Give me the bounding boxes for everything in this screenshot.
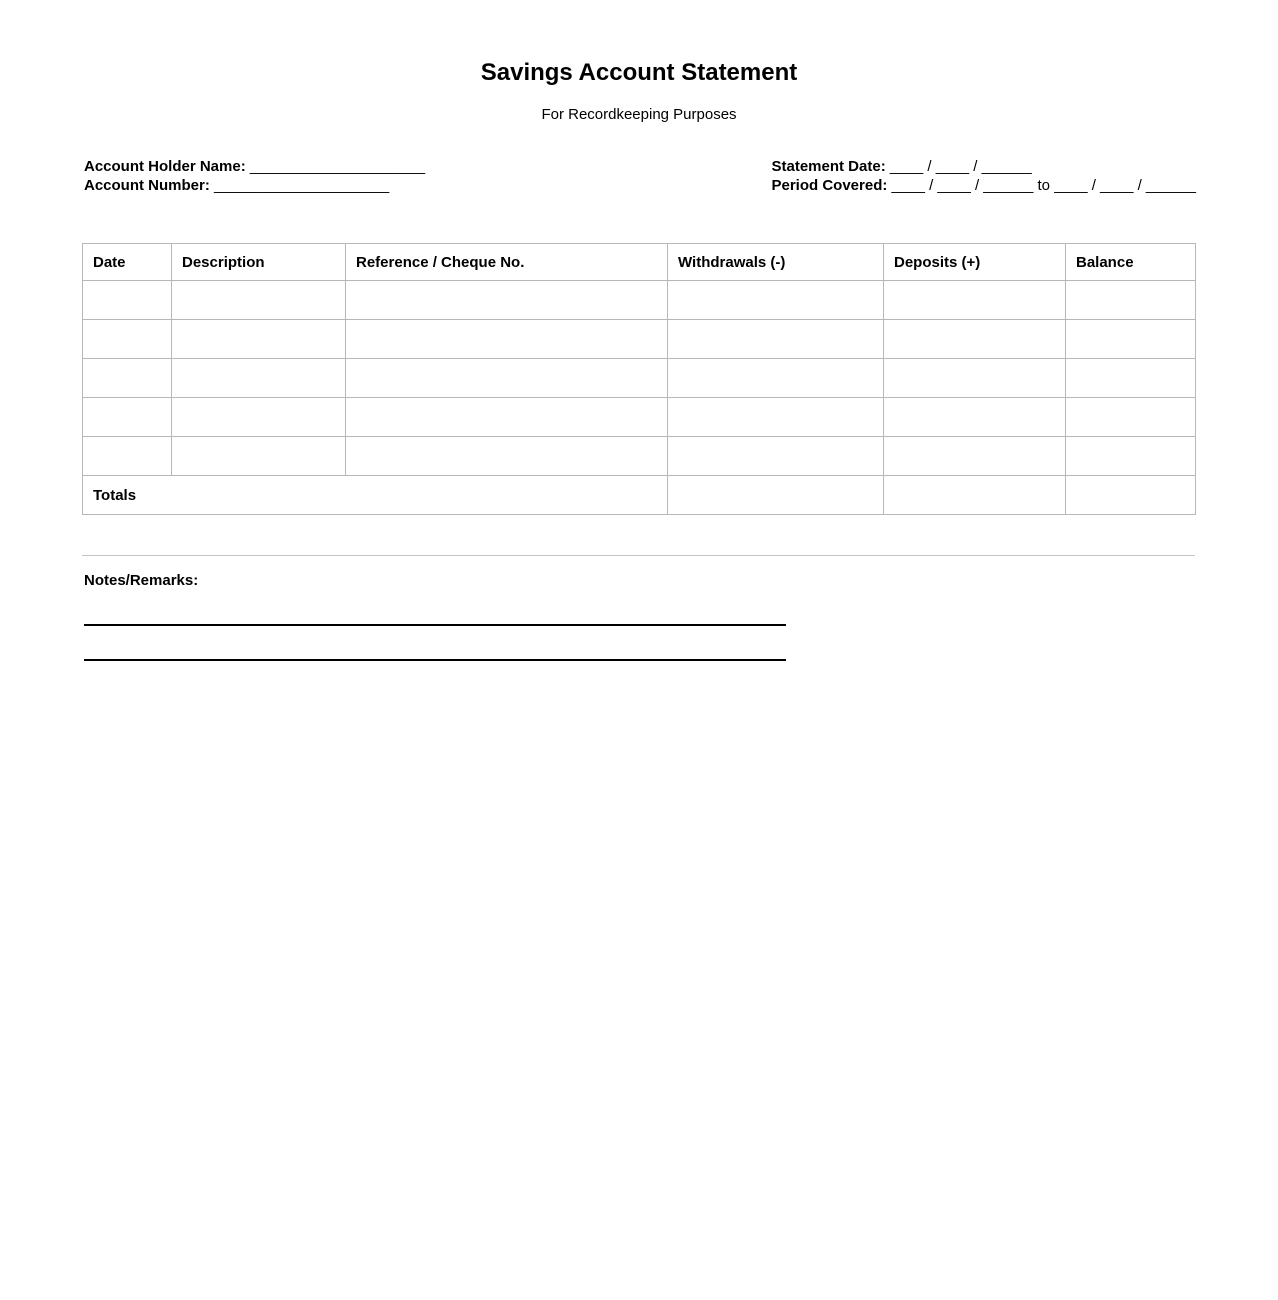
period-covered-blank: ____ / ____ / ______ to ____ / ____ / ______ [891, 176, 1196, 194]
table-row [83, 359, 1196, 398]
account-info-block [84, 158, 425, 195]
period-covered-line [772, 177, 1197, 196]
table-row [83, 437, 1196, 476]
table-row [83, 398, 1196, 437]
account-number-label: Account Number: [84, 176, 210, 194]
empty-cell [346, 398, 668, 437]
column-header-reference: Reference / Cheque No. [346, 244, 668, 281]
empty-cell [346, 359, 668, 398]
totals-label: Totals [83, 476, 668, 515]
empty-cell [668, 437, 884, 476]
empty-cell [83, 398, 172, 437]
empty-cell [1066, 281, 1196, 320]
empty-cell [172, 281, 346, 320]
totals-balance-cell [1066, 476, 1196, 515]
empty-cell [172, 398, 346, 437]
empty-cell [884, 437, 1066, 476]
empty-cell [83, 437, 172, 476]
column-header-deposits: Deposits (+) [884, 244, 1066, 281]
empty-cell [668, 398, 884, 437]
account-holder-label: Account Holder Name: [84, 158, 246, 175]
totals-row [83, 476, 1196, 515]
empty-cell [1066, 398, 1196, 437]
empty-cell [668, 281, 884, 320]
empty-cell [172, 359, 346, 398]
account-number-blank: _____________________ [214, 176, 390, 194]
totals-deposits-cell [884, 476, 1066, 515]
notes-label: Notes/Remarks: [84, 572, 199, 589]
column-header-description: Description [172, 244, 346, 281]
column-header-withdrawals: Withdrawals (-) [668, 244, 884, 281]
account-number-line [84, 177, 425, 196]
empty-cell [346, 281, 668, 320]
statement-date-line [772, 158, 1197, 177]
column-header-balance: Balance [1066, 244, 1196, 281]
account-holder-line [84, 158, 425, 177]
statement-date-blank: ____ / ____ / ______ [889, 158, 1032, 175]
empty-cell [172, 320, 346, 359]
notes-line-1 [84, 624, 786, 626]
table-row [83, 320, 1196, 359]
table-row [83, 281, 1196, 320]
empty-cell [172, 437, 346, 476]
account-holder-blank: _____________________ [249, 158, 426, 175]
empty-cell [346, 437, 668, 476]
empty-cell [884, 398, 1066, 437]
empty-cell [668, 320, 884, 359]
empty-cell [83, 359, 172, 398]
empty-cell [83, 281, 172, 320]
empty-cell [1066, 437, 1196, 476]
page-title: Savings Account Statement [480, 59, 798, 86]
empty-cell [668, 359, 884, 398]
notes-line-2 [84, 659, 786, 661]
column-header-date: Date [83, 244, 172, 281]
statement-date-label: Statement Date: [771, 158, 886, 175]
section-divider [82, 555, 1195, 556]
totals-withdrawals-cell [668, 476, 884, 515]
page-subtitle: For Recordkeeping Purposes [541, 106, 737, 123]
empty-cell [884, 320, 1066, 359]
empty-cell [884, 359, 1066, 398]
empty-cell [83, 320, 172, 359]
empty-cell [1066, 359, 1196, 398]
statement-meta [0, 158, 1278, 195]
statement-info-block [772, 158, 1197, 195]
transactions-table [82, 243, 1196, 515]
empty-cell [1066, 320, 1196, 359]
table-header-row [83, 244, 1196, 281]
empty-cell [884, 281, 1066, 320]
period-covered-label: Period Covered: [771, 176, 888, 194]
empty-cell [346, 320, 668, 359]
